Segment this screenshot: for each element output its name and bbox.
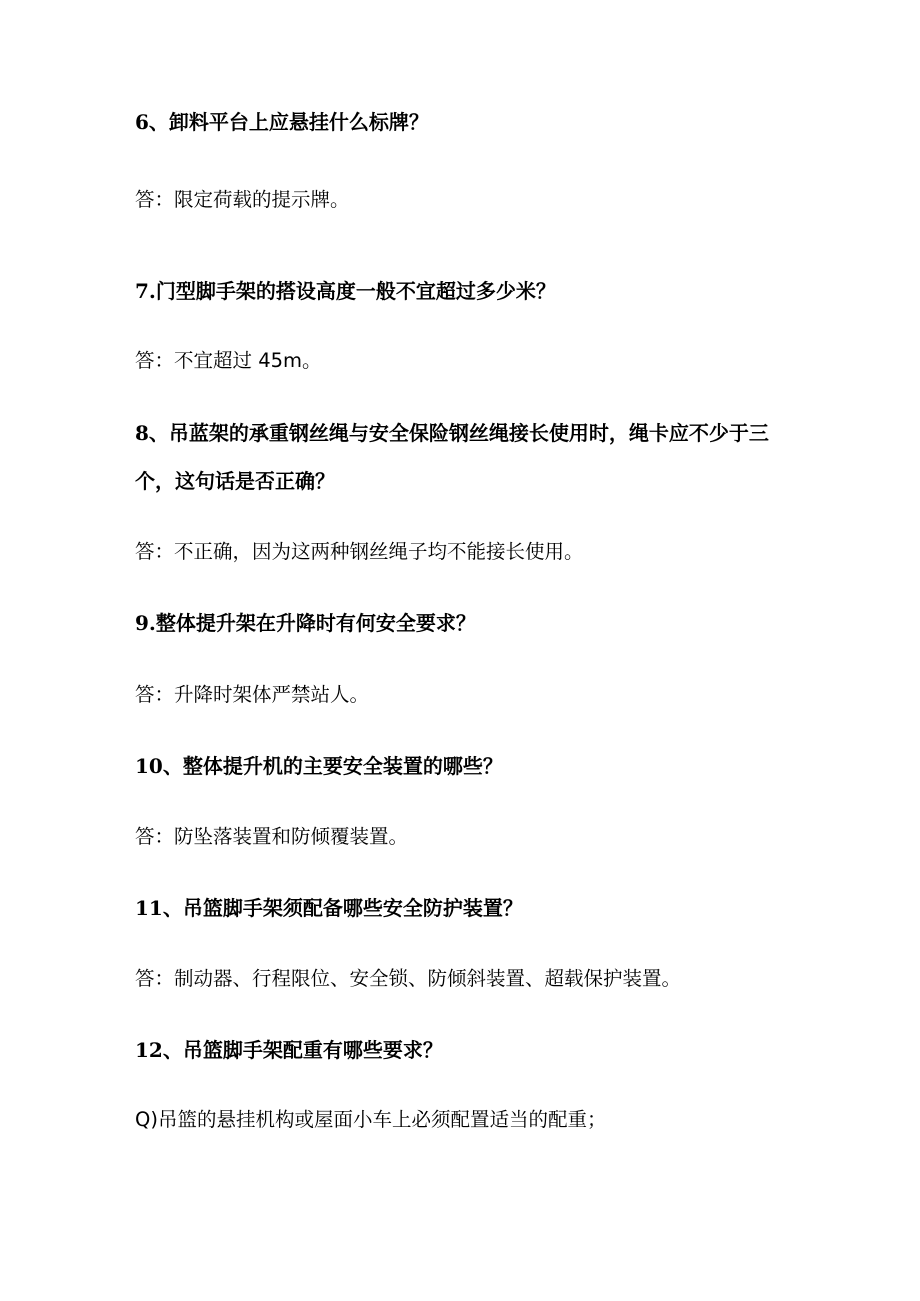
- question-9: 9.整体提升架在升降时有何安全要求？: [135, 611, 476, 635]
- answer-12-item-1: Q)吊篮的悬挂机构或屋面小车上必须配置适当的配重；: [135, 1108, 607, 1131]
- answer-7: 答：不宜超过 45m。: [135, 349, 322, 372]
- answer-10: 答：防坠落装置和防倾覆装置。: [135, 825, 409, 848]
- answer-11: 答：制动器、行程限位、安全锁、防倾斜装置、超载保护装置。: [135, 967, 682, 990]
- question-10: 10、整体提升机的主要安全装置的哪些？: [135, 754, 503, 778]
- question-12: 12、吊篮脚手架配重有哪些要求？: [135, 1038, 443, 1062]
- question-8-line-1: 8、吊蓝架的承重钢丝绳与安全保险钢丝绳接长使用时，绳卡应不少于三: [135, 421, 769, 445]
- answer-9: 答：升降时架体严禁站人。: [135, 683, 370, 706]
- question-7: 7.门型脚手架的搭设高度一般不宜超过多少米？: [135, 279, 556, 303]
- answer-6: 答：限定荷载的提示牌。: [135, 188, 350, 211]
- question-6: 6、卸料平台上应悬挂什么标牌？: [135, 110, 429, 134]
- question-11: 11、吊篮脚手架须配备哪些安全防护装置？: [135, 896, 523, 920]
- question-8-line-2: 个，这句话是否正确？: [135, 469, 335, 493]
- answer-8: 答：不正确，因为这两种钢丝绳子均不能接长使用。: [135, 540, 584, 563]
